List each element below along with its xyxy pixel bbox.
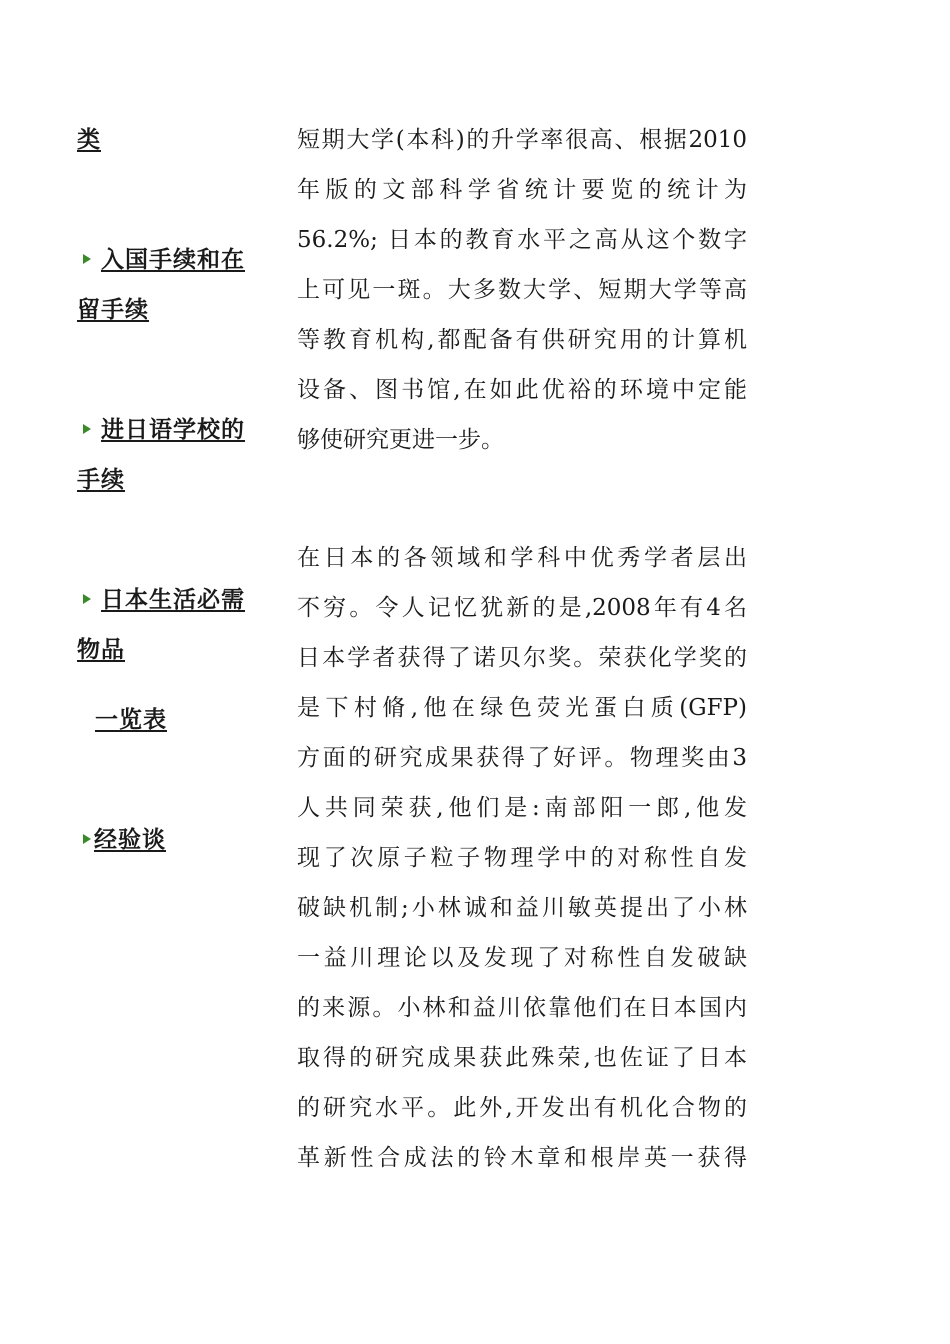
nav-link-line: 经验谈 <box>77 815 166 865</box>
paragraph-line: 人共同荣获,他们是:南部阳一郎,他发 <box>297 795 747 821</box>
paragraph-line: 破缺机制;小林诚和益川敏英提出了小林 <box>297 895 747 921</box>
paragraph-line: 的研究水平。此外,开发出有机化合物的 <box>297 1095 747 1121</box>
paragraph-line: 在日本的各领域和学科中优秀学者层出 <box>297 545 747 571</box>
arrow-bullet-icon <box>83 254 91 264</box>
paragraph-line: 上可见一斑。大多数大学、短期大学等高 <box>297 277 747 303</box>
nav-link-line: 进日语学校的 <box>77 405 245 455</box>
nav-link-line: 日本生活必需 <box>77 575 245 625</box>
nav-link-category[interactable] <box>77 115 101 165</box>
nav-link-experiences[interactable] <box>77 815 166 865</box>
arrow-bullet-icon <box>83 834 91 844</box>
nav-link-line: 手续 <box>77 466 125 493</box>
paragraph-line: 是下村脩,他在绿色荧光蛋白质(GFP) <box>297 695 747 721</box>
paragraph-nobel-scholars <box>297 533 747 1183</box>
paragraph-line: 短期大学(本科)的升学率很高、根据2010 <box>297 127 747 153</box>
paragraph-line: 够使研究更进一步。 <box>297 427 504 453</box>
paragraph-line: 不穷。令人记忆犹新的是,2008年有4名 <box>297 595 747 621</box>
nav-link-line: 留手续 <box>77 296 149 323</box>
arrow-bullet-icon <box>83 424 91 434</box>
paragraph-line: 设备、图书馆,在如此优裕的环境中定能 <box>297 377 747 403</box>
paragraph-line: 的来源。小林和益川依靠他们在日本国内 <box>297 995 747 1021</box>
arrow-bullet-icon <box>83 594 91 604</box>
nav-link-line: 物品 <box>77 636 125 663</box>
nav-link-daily-necessities[interactable] <box>77 575 245 675</box>
nav-link-entry-procedures[interactable] <box>77 235 245 335</box>
paragraph-line: 56.2%; 日本的教育水平之高从这个数字 <box>297 227 747 253</box>
paragraph-university-rate <box>297 115 747 465</box>
nav-link-line: 一览表 <box>95 706 167 733</box>
paragraph-line: 等教育机构,都配备有供研究用的计算机 <box>297 327 747 353</box>
nav-link-checklist[interactable] <box>77 695 167 745</box>
nav-link-line: 类 <box>77 126 101 153</box>
nav-link-line: 入国手续和在 <box>77 235 245 285</box>
paragraph-line: 革新性合成法的铃木章和根岸英一获得 <box>297 1145 747 1171</box>
paragraph-line: 现了次原子粒子物理学中的对称性自发 <box>297 845 747 871</box>
paragraph-line: 一益川理论以及发现了对称性自发破缺 <box>297 945 747 971</box>
paragraph-line: 方面的研究成果获得了好评。物理奖由3 <box>297 745 747 771</box>
paragraph-line: 日本学者获得了诺贝尔奖。荣获化学奖的 <box>297 645 747 671</box>
nav-link-language-school[interactable] <box>77 405 245 505</box>
paragraph-line: 年版的文部科学省统计要览的统计为 <box>297 177 747 203</box>
paragraph-line: 取得的研究成果获此殊荣,也佐证了日本 <box>297 1045 747 1071</box>
